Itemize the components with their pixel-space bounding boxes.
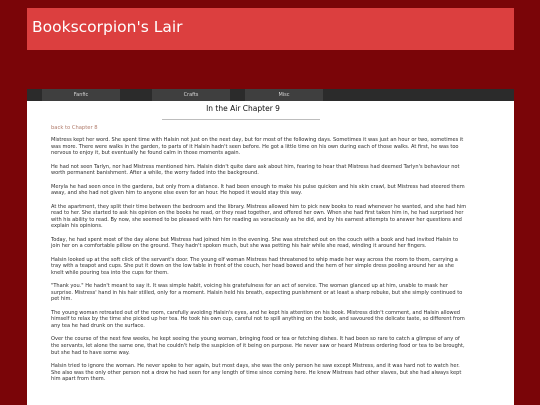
title-divider bbox=[162, 119, 320, 120]
main-nav bbox=[27, 89, 514, 101]
story-paragraph: Halsin looked up at the soft click of the servant's door. The young elf woman Mistress had threatened to whip made her way across the room to them, carrying a tray with a teapot and cups. She put it down on the low table in front of the couch, her head bowed and the hem of her simple dress pooling around her as she knelt while pouring tea into the cups for them. bbox=[51, 256, 458, 276]
story-paragraph: "Thank you." He hadn't meant to say it. It was simple habit, voicing his gratefulness for an act of service. The woman glanced up at him, unable to mask her surprise. Mistress' hand in his hair stilled, only for a moment. Halsin held his breath, expecting punishment or at least a sharp rebuke, but she simply continued to pet him. bbox=[51, 283, 463, 303]
nav-item-crafts[interactable]: Crafts bbox=[152, 89, 230, 101]
story-paragraph: At the apartment, they split their time between the bedroom and the library. Mistress allowed him to pick new books to read whenever he wanted, and she had him read to her. She started to ask his opinion on the books he read, or they read together, and offered her own. When she had first taken him in, he had surprised her with his ability to read. By now, she seemed to be pleased with him for reading as voraciously as he did, and by his earnest attempts to answer her questions and explain his opinions. bbox=[51, 203, 467, 230]
story-text bbox=[51, 137, 467, 390]
site-header bbox=[27, 8, 514, 50]
story-paragraph: Meryla he had seen once in the gardens, but only from a distance. It had been enough to make his pulse quicken and his skin crawl, but Mistress had steered them away, and she had not given him to anyone else even for an hour. He hoped it would stay this way. bbox=[51, 183, 465, 197]
header-banner bbox=[27, 50, 514, 89]
chapter-title: In the Air Chapter 9 bbox=[206, 104, 280, 113]
nav-item-misc[interactable]: Misc bbox=[245, 89, 323, 101]
story-paragraph: He had not seen Tarlyn, nor had Mistress mentioned him. Halsin didn't quite dare ask about him, fearing to hear that Mistress had deemed Tarlyn's behaviour not worth permanent banishment. After a while, the worry faded into the background. bbox=[51, 163, 460, 177]
back-to-chapter-link[interactable]: back to Chapter 8 bbox=[51, 125, 98, 131]
story-paragraph: Today, he had spent most of the day alone but Mistress had joined him in the evening. She was stretched out on the couch with a book and had invited Halsin to join her on a comfortable pillow on the ground. They hadn't spoken much, but she was petting his hair while she read, winding it around her fingers. bbox=[51, 236, 459, 250]
story-paragraph: The young woman retreated out of the room, carefully avoiding Halsin's eyes, and he kept his attention on his book. Mistress didn't comment, and Halsin allowed himself to relax by the time she picked up her tea. He took his own cup, careful not to spill anything on the book, and savoured the delicate taste, so different from any tea he had drunk on the surface. bbox=[51, 309, 465, 330]
story-paragraph: Halsin tried to ignore the woman. He never spoke to her again, but most days, she was the only person he saw except Mistress, and it was hard not to watch her. She also was the only other person not a drow he had seen for any length of time since coming here. He knew Mistress had other slaves, but she had always kept him apart from them. bbox=[51, 363, 462, 383]
story-paragraph: Mistress kept her word. She spent time with Halsin not just on the next day, but for most of the following days. Sometimes it was just an hour or two, sometimes it was more. There were walks in the garden, to parts of it Halsin hadn't seen before. He got a little time on his own during each of those walks. At first, he was too nervous to enjoy it, but eventually he found calm in those moments again. bbox=[51, 137, 464, 157]
nav-item-fanfic[interactable]: Fanfic bbox=[42, 89, 120, 101]
site-title-link[interactable]: Bookscorpion's Lair bbox=[32, 18, 183, 36]
story-paragraph: Over the course of the next few weeks, he kept seeing the young woman, bringing food or tea or fetching dishes. It had been so rare to catch a glimpse of any of the servants, let alone the same one, that he couldn't help the suspicion of it being on purpose. He never saw or heard Mistress ordering food or tea to be brought, but she had to have some way. bbox=[51, 336, 465, 356]
